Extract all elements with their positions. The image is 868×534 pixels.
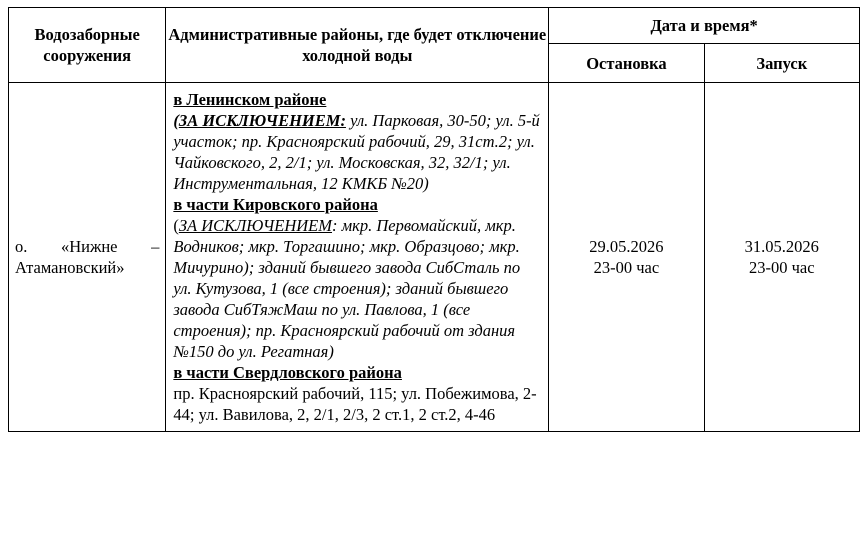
lenin-exception-label: ЗА ИСКЛЮЧЕНИЕМ: [178, 111, 346, 130]
kirov-exceptions: (ЗА ИСКЛЮЧЕНИЕМ: мкр. Первомайский, мкр. Водников; мкр. Торгашино; мкр. Образцово; мкр. Мичурино); зданий бывшего завода СибСталь по ул. Кутузова, 1 (все строения); зданий бывшего завода СибТяжМаш по ул. Павлова, 1 (все строения); пр. Красноярский рабочий от здания №150 до ул. Регатная) [173, 216, 521, 361]
kirov-district-title: в части Кировского района [173, 195, 378, 214]
kirov-exception-text: : мкр. Первомайский, мкр. Водников; мкр. Торгашино; мкр. Образцово; мкр. Мичурино); зданий бывшего завода СибСталь по ул. Кутузова, 1 (все строения); зданий бывшего завода СибТяжМаш по ул. Павлова, 1 (все строения); пр. Красноярский рабочий от здания №150 до ул. Регатная) [173, 216, 521, 361]
sverdl-addresses: пр. Красноярский рабочий, 115; ул. Побежимова, 2-44; ул. Вавилова, 2, 2/1, 2/3, 2 ст.1, 2 ст.2, 4-46 [173, 384, 537, 424]
kirov-exception-label: ЗА ИСКЛЮЧЕНИЕМ [178, 216, 333, 235]
sverdl-district-title: в части Свердловского района [173, 363, 402, 382]
lenin-exception-text: ул. Парковая, 30-50; ул. 5-й участок; пр. Красноярский рабочий, 29, 31ст.2; ул. Чайковского, 2, 2/1; ул. Московская, 32, 32/1; ул. Инструментальная, 12 КМКБ №20) [173, 111, 540, 193]
station-prefix: о. [15, 237, 28, 256]
header-start: Запуск [704, 44, 859, 83]
station-name-part2: Атамановский» [15, 258, 125, 277]
start-time: 23-00 час [749, 258, 815, 277]
stop-date: 29.05.2026 [589, 237, 664, 256]
stop-time: 23-00 час [593, 258, 660, 277]
shutdown-schedule-table [8, 7, 860, 432]
station-name-part1: «Нижне [60, 237, 118, 256]
header-datetime: Дата и время* [549, 8, 860, 44]
lenin-exceptions: (ЗА ИСКЛЮЧЕНИЕМ: ул. Парковая, 30-50; ул. 5-й участок; пр. Красноярский рабочий, 29, 31ст.2; ул. Чайковского, 2, 2/1; ул. Московская, 32, 32/1; ул. Инструментальная, 12 КМКБ №20) [173, 111, 540, 193]
stop-cell [549, 83, 704, 432]
header-facilities: Водозаборные сооружения [9, 8, 166, 83]
lenin-district-title: в Ленинском районе [173, 90, 327, 109]
start-date: 31.05.2026 [744, 237, 819, 256]
header-districts: Административные районы, где будет отключение холодной воды [166, 8, 549, 83]
header-stop: Остановка [549, 44, 704, 83]
station-cell [9, 83, 166, 432]
districts-cell [166, 83, 549, 432]
station-dash: – [151, 237, 160, 256]
start-cell [704, 83, 859, 432]
